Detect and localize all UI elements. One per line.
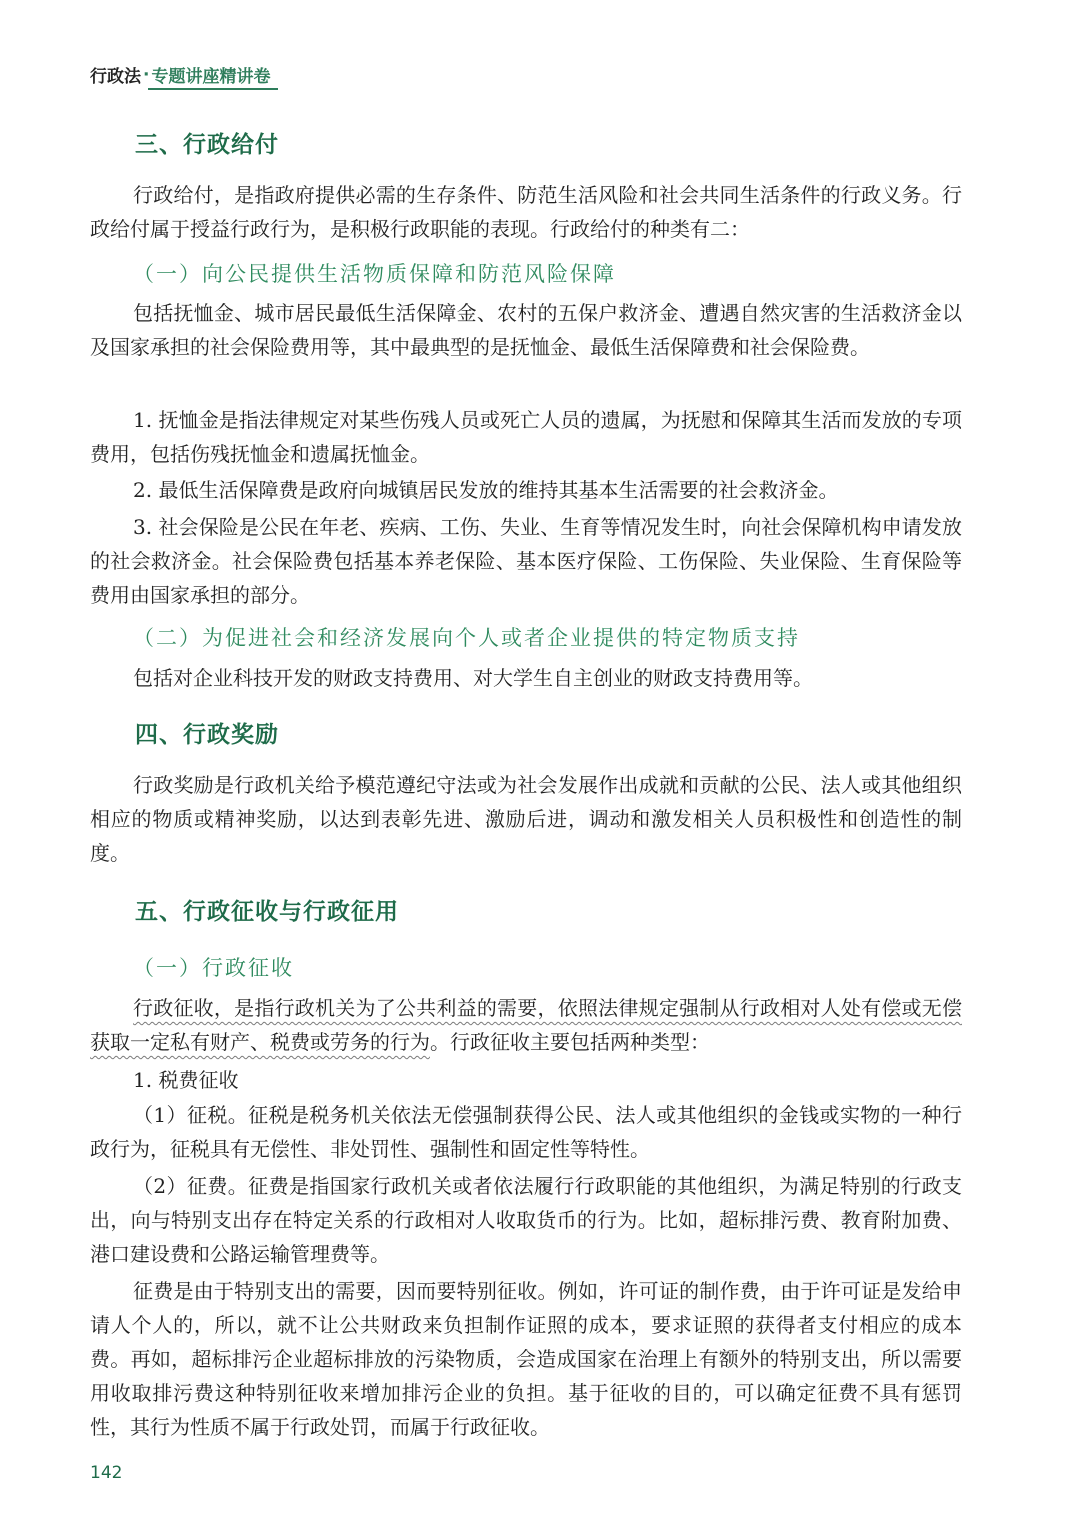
section-4-text: 行政奖励是行政机关给予模范遵纪守法或为社会发展作出成就和贡献的公民、法人或其他组织相应的物质或精神奖励，以达到表彰先进、激励后进，调动和激发相关人员积极性和创造性的制度。 (90, 773, 962, 865)
definition-underlined: 行政征收，是指行政机关为了公共利益的需要，依照法律规定强制从行政相对人处有偿或无偿获取一定私有财产、税费或劳务的行为 (90, 996, 962, 1054)
section-3-title: 三、行政给付 (135, 132, 279, 158)
series-title: 专题讲座精讲卷 (151, 67, 271, 87)
section-5-definition (90, 991, 962, 1059)
page-number: 142 (90, 1463, 123, 1483)
section-3-item-3: 3. 社会保险是公民在年老、疾病、工伤、失业、生育等情况发生时，向社会保障机构申请发放的社会救济金。社会保险费包括基本养老保险、基本医疗保险、工伤保险、失业保险、生育保险等费用由国家承担的部分。 (90, 515, 962, 607)
section-5-item-1a: （1）征税。征税是税务机关依法无偿强制获得公民、法人或其他组织的金钱或实物的一种行政行为，征税具有无偿性、非处罚性、强制性和固定性等特性。 (90, 1103, 962, 1161)
header-underline (148, 88, 278, 90)
section-5-item-1b: （2）征费。征费是指国家行政机关或者依法履行行政职能的其他组织，为满足特别的行政支出，向与特别支出存在特定关系的行政相对人收取货币的行为。比如，超标排污费、教育附加费、港口建设费和公路运输管理费等。 (90, 1174, 962, 1266)
section-3-sub2-title: （二）为促进社会和经济发展向个人或者企业提供的特定物质支持 (133, 626, 800, 650)
section-5-item-1: 1. 税费征收 (133, 1068, 239, 1092)
section-4-title: 四、行政奖励 (135, 722, 279, 748)
section-3-sub1-text: 包括抚恤金、城市居民最低生活保障金、农村的五保户救济金、遭遇自然灾害的生活救济金以及国家承担的社会保险费用等，其中最典型的是抚恤金、最低生活保障费和社会保险费。 (90, 301, 962, 359)
section-3-item-2: 2. 最低生活保障费是政府向城镇居民发放的维持其基本生活需要的社会救济金。 (133, 478, 839, 502)
section-3-sub1-title: （一）向公民提供生活物质保障和防范风险保障 (133, 262, 616, 286)
section-5-paragraph: 征费是由于特别支出的需要，因而要特别征收。例如，许可证的制作费，由于许可证是发给申请人个人的，所以，就不让公共财政来负担制作证照的成本，要求证照的获得者支付相应的成本费。再如，超标排污企业超标排放的污染物质，会造成国家在治理上有额外的特别支出，所以需要用收取排污费这种特别征收来增加排污企业的负担。基于征收的目的，可以确定征费不具有惩罚性，其行为性质不属于行政处罚，而属于行政征收。 (90, 1279, 962, 1439)
section-3-sub2-text: 包括对企业科技开发的财政支持费用、对大学生自主创业的财政支持费用等。 (133, 666, 813, 690)
header-separator: · (143, 64, 150, 85)
section-3-item-1: 1. 抚恤金是指法律规定对某些伤残人员或死亡人员的遗属，为抚慰和保障其生活而发放的专项费用，包括伤残抚恤金和遗属抚恤金。 (90, 408, 962, 466)
running-header (90, 62, 270, 87)
section-3-intro: 行政给付，是指政府提供必需的生存条件、防范生活风险和社会共同生活条件的行政义务。行政给付属于授益行政行为，是积极行政职能的表现。行政给付的种类有二： (90, 183, 962, 241)
section-5-sub1-title: （一）行政征收 (133, 956, 294, 980)
section-5-title: 五、行政征收与行政征用 (135, 899, 399, 925)
book-title: 行政法 (90, 67, 141, 87)
definition-rest: 。行政征收主要包括两种类型： (430, 1030, 710, 1054)
